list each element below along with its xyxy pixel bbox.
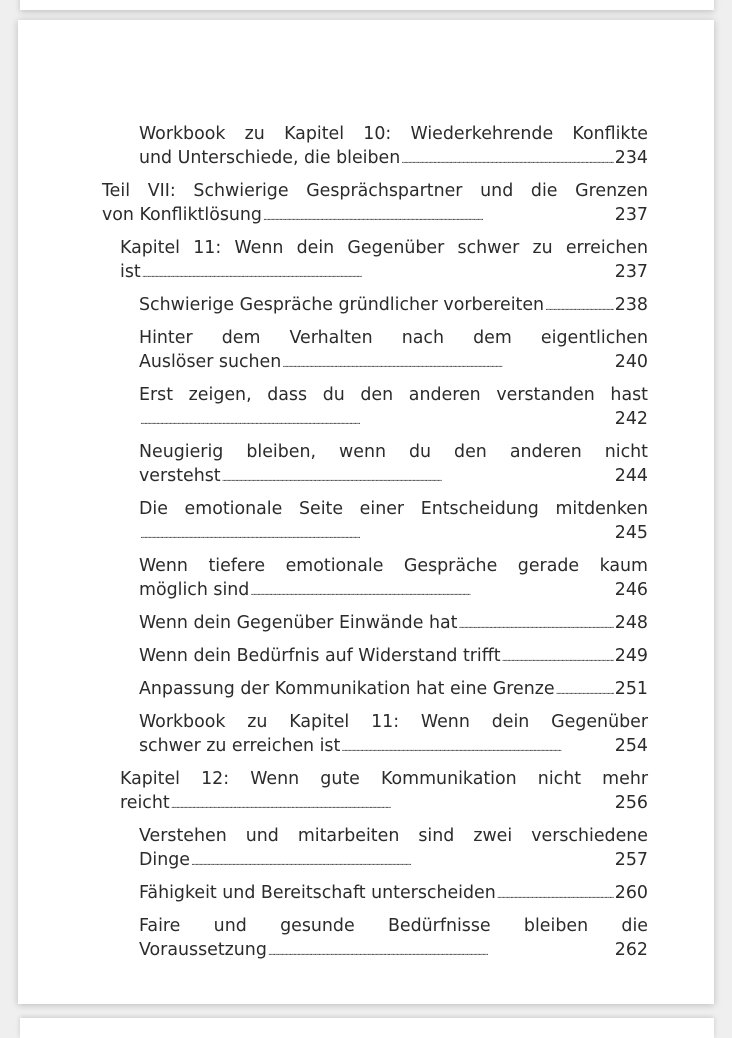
toc-entry-title-end: ist xyxy=(120,262,141,282)
toc-entry-title-line: Die emotionale Seite einer Entscheidung mitdenken xyxy=(139,499,648,519)
toc-page-number: 237 xyxy=(614,262,648,282)
toc-entry-last-line xyxy=(139,146,648,173)
toc-page-number: 238 xyxy=(614,295,648,315)
toc-entry[interactable] xyxy=(139,824,648,875)
toc-entry-last-line xyxy=(139,938,648,965)
book-page xyxy=(18,20,714,1004)
toc-entry-last-line xyxy=(139,644,648,671)
toc-entry[interactable] xyxy=(139,326,648,377)
dot-leader xyxy=(263,203,614,230)
toc-entry-title-line: Hinter dem Verhalten nach dem eigentlichen xyxy=(139,328,648,348)
dot-leader xyxy=(545,293,614,320)
toc-entry-title-line: Erst zeigen, dass du den anderen verstanden hast xyxy=(139,385,648,405)
dot-leader xyxy=(401,146,614,173)
toc-page-number: 248 xyxy=(614,613,648,633)
toc-entry-title-end: und Unterschiede, die bleiben xyxy=(139,148,401,168)
toc-entry-title-end: reicht xyxy=(120,793,170,813)
toc-entry-title-line: Kapitel 12: Wenn gute Kommunikation nicht mehr xyxy=(120,769,648,789)
dot-leader xyxy=(268,938,614,965)
toc-entry-title-end: von Konfliktlösung xyxy=(102,205,262,225)
toc-entry-last-line xyxy=(139,407,648,434)
toc-entry[interactable] xyxy=(139,497,648,548)
toc-page-number: 245 xyxy=(614,523,648,543)
toc-entry[interactable] xyxy=(139,440,648,491)
toc-page-number: 257 xyxy=(614,850,648,870)
toc-entry[interactable] xyxy=(139,914,648,965)
toc-entry-title-end: Auslöser suchen xyxy=(139,352,282,372)
toc-entry[interactable] xyxy=(139,644,648,671)
dot-leader xyxy=(458,611,613,638)
toc-entry[interactable] xyxy=(139,383,648,434)
dot-leader xyxy=(282,350,614,377)
toc-page-number: 234 xyxy=(614,148,648,168)
dot-leader xyxy=(142,260,614,287)
toc-entry-title-line: Workbook zu Kapitel 11: Wenn dein Gegenüber xyxy=(139,712,648,732)
toc-entry-title-end: Fähigkeit und Bereitschaft unterscheiden xyxy=(139,883,496,903)
toc-page-number: 242 xyxy=(614,409,648,429)
toc-page-number: 246 xyxy=(614,580,648,600)
toc-entry-title-line: Faire und gesunde Bedürfnisse bleiben die xyxy=(139,916,648,936)
table-of-contents xyxy=(18,122,648,971)
toc-page-number: 251 xyxy=(614,679,648,699)
toc-entry-last-line xyxy=(139,611,648,638)
toc-entry-title-end: Wenn dein Bedürfnis auf Widerstand trifft xyxy=(139,646,501,666)
dot-leader xyxy=(497,881,614,908)
toc-entry-title-end: Dinge xyxy=(139,850,190,870)
toc-page-number: 249 xyxy=(614,646,648,666)
toc-entry-title-line: Workbook zu Kapitel 10: Wiederkehrende Konflikte xyxy=(139,124,648,144)
toc-page-number: 237 xyxy=(614,205,648,225)
toc-page-number: 240 xyxy=(614,352,648,372)
toc-entry-title-end: schwer zu erreichen ist xyxy=(139,736,341,756)
toc-page-number: 244 xyxy=(614,466,648,486)
toc-entry-title-line: Neugierig bleiben, wenn du den anderen nicht xyxy=(139,442,648,462)
toc-page-number: 256 xyxy=(614,793,648,813)
toc-entry-last-line xyxy=(139,578,648,605)
toc-entry-last-line xyxy=(120,260,648,287)
toc-page-number: 260 xyxy=(614,883,648,903)
toc-entry[interactable] xyxy=(139,293,648,320)
dot-leader xyxy=(191,848,614,875)
toc-entry[interactable] xyxy=(139,710,648,761)
dot-leader xyxy=(171,791,614,818)
dot-leader xyxy=(341,734,613,761)
toc-entry-last-line xyxy=(139,521,648,548)
toc-entry[interactable] xyxy=(102,179,648,230)
toc-entry-title-line: Teil VII: Schwierige Gesprächspartner und die Grenzen xyxy=(102,181,648,201)
toc-entry-title-end: Wenn dein Gegenüber Einwände hat xyxy=(139,613,458,633)
toc-page-number: 262 xyxy=(614,940,648,960)
dot-leader xyxy=(502,644,614,671)
toc-entry-last-line xyxy=(139,293,648,320)
toc-entry[interactable] xyxy=(139,881,648,908)
previous-page-edge xyxy=(20,0,714,10)
dot-leader xyxy=(140,521,614,548)
toc-entry[interactable] xyxy=(139,554,648,605)
dot-leader xyxy=(250,578,613,605)
toc-entry-title-end: möglich sind xyxy=(139,580,250,600)
dot-leader xyxy=(140,407,614,434)
toc-entry[interactable] xyxy=(139,611,648,638)
dot-leader xyxy=(556,677,614,704)
toc-entry-title-end: Schwierige Gespräche gründlicher vorbereiten xyxy=(139,295,545,315)
toc-entry-last-line xyxy=(139,677,648,704)
toc-entry-last-line xyxy=(120,791,648,818)
toc-entry-title-end: verstehst xyxy=(139,466,221,486)
toc-entry-last-line xyxy=(139,848,648,875)
toc-entry[interactable] xyxy=(139,677,648,704)
toc-entry-title-end: Voraussetzung xyxy=(139,940,267,960)
next-page-edge xyxy=(20,1018,714,1038)
toc-entry-last-line xyxy=(139,350,648,377)
toc-entry-title-line: Kapitel 11: Wenn dein Gegenüber schwer zu erreichen xyxy=(120,238,648,258)
toc-entry[interactable] xyxy=(120,236,648,287)
toc-entry[interactable] xyxy=(120,767,648,818)
toc-entry-title-line: Verstehen und mitarbeiten sind zwei verschiedene xyxy=(139,826,648,846)
toc-entry-last-line xyxy=(102,203,648,230)
toc-entry-title-end: Anpassung der Kommunikation hat eine Grenze xyxy=(139,679,555,699)
dot-leader xyxy=(222,464,614,491)
toc-entry[interactable] xyxy=(139,122,648,173)
toc-entry-title-line: Wenn tiefere emotionale Gespräche gerade kaum xyxy=(139,556,648,576)
toc-page-number: 254 xyxy=(614,736,648,756)
toc-entry-last-line xyxy=(139,464,648,491)
toc-entry-last-line xyxy=(139,881,648,908)
toc-entry-last-line xyxy=(139,734,648,761)
